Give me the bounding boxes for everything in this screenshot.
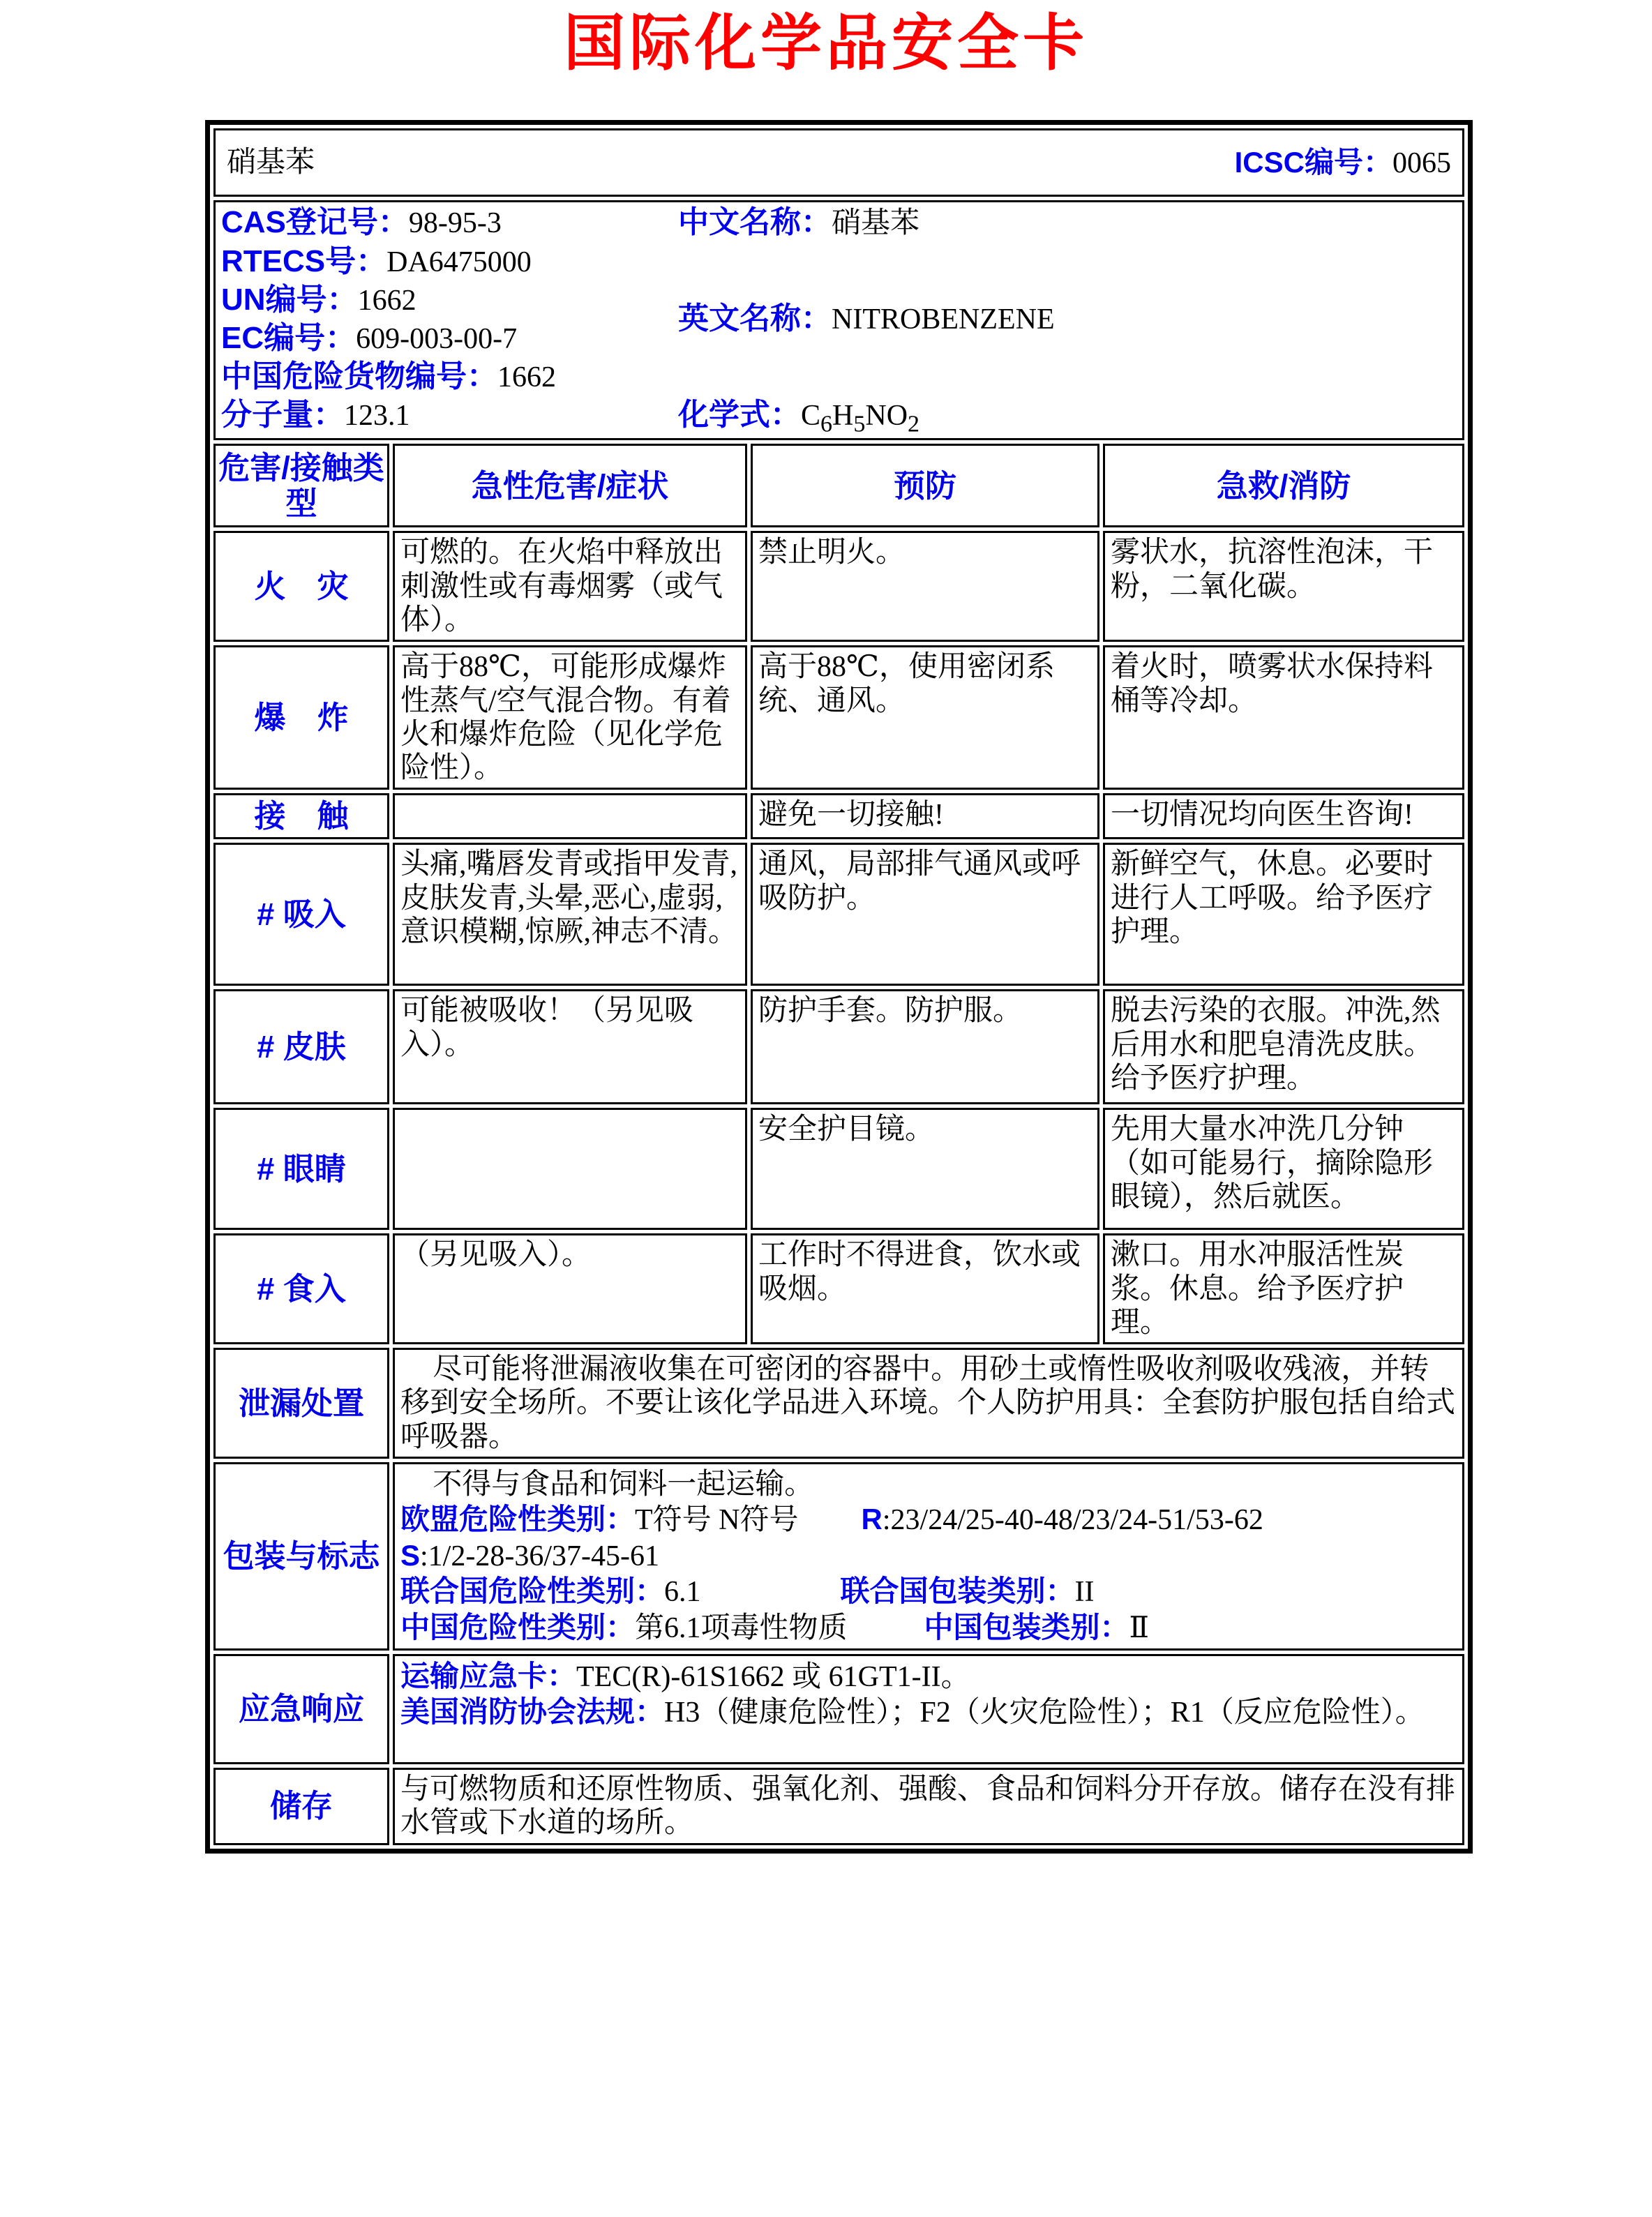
label-inhalation: # 吸入 (213, 843, 389, 986)
china-dg-number-value: 1662 (497, 361, 556, 394)
row-inhalation (213, 843, 1464, 986)
cas-number-line (221, 205, 678, 243)
eu-hazard-class-label: 欧盟危险性类别： (400, 1503, 636, 1536)
cell-ingestion-symptoms: （另见吸入）。 (393, 1233, 747, 1344)
chinese-name-label: 中文名称： (678, 205, 832, 240)
molecular-weight-label: 分子量： (221, 398, 344, 433)
header-acute-symptoms: 急性危害/症状 (393, 444, 747, 527)
label-skin: # 皮肤 (213, 989, 389, 1104)
formula-label: 化学式： (678, 398, 801, 433)
cn-hazard-class-value: 第6.1项毒性物质 (635, 1611, 848, 1644)
english-name-label: 英文名称： (678, 301, 832, 336)
cell-fire-firstaid: 雾状水，抗溶性泡沫，干粉，二氧化碳。 (1103, 531, 1464, 642)
label-storage: 储存 (213, 1768, 389, 1845)
eu-hazard-class-value: T符号 N符号 (635, 1504, 799, 1537)
cell-packing-labelling (393, 1462, 1464, 1651)
cell-chemical-name (213, 128, 1464, 197)
row-packing-labelling (213, 1462, 1464, 1651)
cell-contact-firstaid: 一切情况均向医生咨询! (1103, 793, 1464, 839)
nfpa-label: 美国消防协会法规： (400, 1695, 665, 1729)
china-dg-number-line (221, 359, 678, 397)
row-contact (213, 793, 1464, 839)
cell-skin-firstaid: 脱去污染的衣服。冲洗,然后用水和肥皂清洗皮肤。给予医疗护理。 (1103, 989, 1464, 1104)
tec-card-line (400, 1659, 1457, 1694)
un-number-value: 1662 (357, 284, 416, 317)
un-hazard-class-value: 6.1 (664, 1576, 701, 1609)
english-name-value: NITROBENZENE (832, 303, 1055, 336)
label-ingestion: # 食入 (213, 1233, 389, 1344)
r-phrases-label: R (861, 1503, 883, 1536)
packing-s-phrases-line (400, 1538, 1457, 1574)
chinese-name-line (678, 205, 1457, 243)
ec-number-label: EC编号： (221, 320, 356, 355)
rtecs-number-value: DA6475000 (386, 246, 532, 278)
identifiers-right-column (678, 205, 1457, 435)
chemical-name-cn: 硝基苯 (227, 146, 315, 179)
packing-transport-note: 不得与食品和饲料一起运输。 (433, 1468, 814, 1501)
nfpa-value: H3（健康危险性）；F2（火灾危险性）；R1（反应危险性）。 (664, 1697, 1425, 1729)
row-explosion (213, 645, 1464, 790)
header-prevention: 预防 (751, 444, 1099, 527)
packing-un-line (400, 1574, 1457, 1609)
row-ingestion (213, 1233, 1464, 1344)
un-hazard-class-label: 联合国危险性类别： (400, 1575, 665, 1608)
cell-storage (393, 1768, 1464, 1845)
packing-cn-line (400, 1610, 1457, 1646)
cn-packing-group-label: 中国包装类别： (924, 1610, 1129, 1644)
s-phrases-label: S (400, 1538, 421, 1572)
cell-identifiers (213, 200, 1464, 440)
identifiers-left-column (221, 205, 678, 435)
cell-explosion-prevention: 高于88℃，使用密闭系统、通风。 (751, 645, 1099, 790)
formula-line (678, 398, 1457, 435)
cas-number-value: 98-95-3 (408, 207, 502, 240)
row-chemical-name (213, 128, 1464, 197)
tec-card-label: 运输应急卡： (400, 1659, 577, 1692)
cell-fire-symptoms: 可燃的。在火焰中释放出刺激性或有毒烟雾（或气体）。 (393, 531, 747, 642)
molecular-weight-value: 123.1 (344, 400, 410, 433)
cn-packing-group-value: Ⅱ (1129, 1611, 1150, 1644)
cell-fire-prevention: 禁止明火。 (751, 531, 1099, 642)
chinese-name-value: 硝基苯 (832, 207, 920, 240)
cell-skin-prevention: 防护手套。防护服。 (751, 989, 1099, 1104)
cell-eyes-symptoms (393, 1108, 747, 1230)
icsc-number (1235, 146, 1451, 180)
cn-hazard-class-label: 中国危险性类别： (400, 1610, 636, 1644)
ec-number-line (221, 321, 678, 359)
cell-inhalation-firstaid: 新鲜空气，休息。必要时进行人工呼吸。给予医疗护理。 (1103, 843, 1464, 986)
row-fire (213, 531, 1464, 642)
china-dg-number-label: 中国危险货物编号： (221, 359, 497, 394)
label-contact: 接 触 (213, 793, 389, 839)
header-hazard-type: 危害/接触类型 (213, 444, 389, 527)
cell-explosion-symptoms: 高于88℃，可能形成爆炸性蒸气/空气混合物。有着火和爆炸危险（见化学危险性）。 (393, 645, 747, 790)
label-explosion: 爆 炸 (213, 645, 389, 790)
cell-contact-prevention: 避免一切接触! (751, 793, 1099, 839)
row-eyes (213, 1108, 1464, 1230)
cell-explosion-firstaid: 着火时，喷雾状水保持料桶等冷却。 (1103, 645, 1464, 790)
un-packing-group-label: 联合国包装类别： (840, 1575, 1075, 1608)
tec-card-value: TEC(R)-61S1662 或 61GT1-II。 (576, 1660, 970, 1693)
label-packing-labelling: 包装与标志 (213, 1462, 389, 1651)
row-spill-disposal (213, 1348, 1464, 1459)
rtecs-number-label: RTECS号： (221, 243, 387, 278)
name-bar (221, 133, 1457, 192)
english-name-line (678, 301, 1457, 339)
row-storage (213, 1768, 1464, 1845)
cell-eyes-firstaid: 先用大量水冲洗几分钟（如可能易行，摘除隐形眼镜），然后就医。 (1103, 1108, 1464, 1230)
page-title: 国际化学品安全卡 (563, 8, 1088, 77)
chemical-formula: $C_6H_5NO_2$ (801, 400, 920, 437)
label-fire: 火 灾 (213, 531, 389, 642)
cell-skin-symptoms: 可能被吸收！（另见吸入）。 (393, 989, 747, 1104)
icsc-number-label: ICSC编号： (1234, 145, 1392, 179)
cell-inhalation-symptoms: 头痛,嘴唇发青或指甲发青,皮肤发青,头晕,恶心,虚弱,意识模糊,惊厥,神志不清。 (393, 843, 747, 986)
spill-disposal-text: 尽可能将泄漏液收集在可密闭的容器中。用砂土或惰性吸收剂吸收残液，并转移到安全场所。不要让该化学品进入环境。个人防护用具：全套防护服包括自给式呼吸器。 (400, 1353, 1456, 1453)
ec-number-value: 609-003-00-7 (356, 322, 518, 355)
cas-number-label: CAS登记号： (221, 205, 409, 240)
storage-text: 与可燃物质和还原性物质、强氧化剂、强酸、食品和饲料分开存放。储存在没有排水管或下水道的场所。 (400, 1773, 1456, 1840)
un-number-label: UN编号： (221, 282, 358, 317)
molecular-weight-line (221, 398, 678, 435)
icsc-card-table (205, 120, 1473, 1853)
row-skin (213, 989, 1464, 1104)
rtecs-number-line (221, 244, 678, 282)
label-emergency-response: 应急响应 (213, 1654, 389, 1764)
un-packing-group-value: II (1074, 1576, 1095, 1609)
cell-eyes-prevention: 安全护目镜。 (751, 1108, 1099, 1230)
cell-contact-symptoms (393, 793, 747, 839)
label-eyes: # 眼睛 (213, 1108, 389, 1230)
header-firstaid-firefighting: 急救/消防 (1103, 444, 1464, 527)
packing-eu-class-line (400, 1502, 1457, 1538)
icsc-number-value: 0065 (1392, 146, 1451, 179)
cell-spill-disposal (393, 1348, 1464, 1459)
identifiers-grid (221, 205, 1457, 435)
s-phrases-value: :1/2-28-36/37-45-61 (420, 1540, 659, 1572)
hazard-header-row (213, 444, 1464, 527)
un-number-line (221, 283, 678, 320)
cell-inhalation-prevention: 通风，局部排气通风或呼吸防护。 (751, 843, 1099, 986)
cell-ingestion-firstaid: 漱口。用水冲服活性炭浆。休息。给予医疗护理。 (1103, 1233, 1464, 1344)
nfpa-line (400, 1694, 1457, 1730)
r-phrases-value: :23/24/25-40-48/23/24-51/53-62 (882, 1504, 1263, 1537)
row-emergency-response (213, 1654, 1464, 1764)
row-identifiers (213, 200, 1464, 440)
cell-emergency-response (393, 1654, 1464, 1764)
cell-ingestion-prevention: 工作时不得进食，饮水或吸烟。 (751, 1233, 1099, 1344)
label-spill-disposal: 泄漏处置 (213, 1348, 389, 1459)
